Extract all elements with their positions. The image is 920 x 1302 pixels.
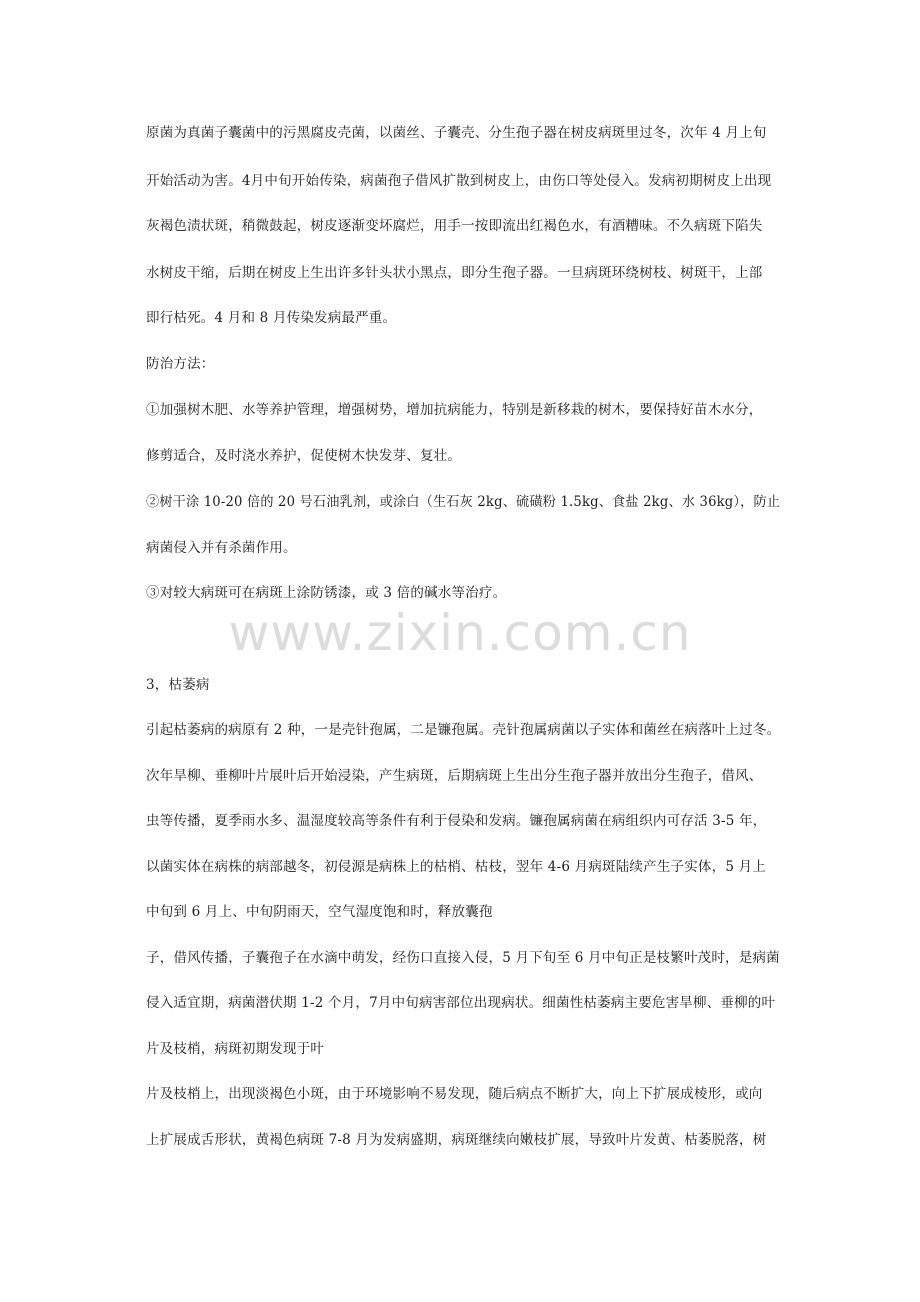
text-line: 片及枝梢上，出现淡褐色小斑，由于环境影响不易发现，随后病点不断扩大，向上下扩展成棱形，或向 [146, 1086, 763, 1102]
text-line: 上扩展成舌形状，黄褐色病斑 7-8 月为发病盛期，病斑继续向嫩枝扩展，导致叶片发黄、枯萎脱落，树 [146, 1132, 767, 1148]
text-line: 修剪适合，及时浇水养护，促使树木快发芽、复壮。 [146, 448, 462, 464]
text-line: 开始活动为害。4月中旬开始传染，病菌孢子借风扩散到树皮上，由伤口等处侵入。发病初期树皮上出现 [146, 173, 772, 189]
section-heading: 防治方法： [146, 356, 215, 372]
text-line: 虫等传播，夏季雨水多、温湿度较高等条件有利于侵染和发病。镰孢属病菌在病组织内可存活 3-5 年， [146, 813, 767, 829]
text-line: 片及枝梢，病斑初期发现于叶 [146, 1041, 325, 1057]
text-line: 引起枯萎病的病原有 2 种，一是壳针孢属，二是镰孢属。壳针孢属病菌以子实体和菌丝在病落叶上过冬。 [146, 722, 781, 738]
text-line: 中旬到 6 月上、中旬阴雨天，空气湿度饱和时，释放囊孢 [146, 904, 493, 920]
text-line: ①加强树木肥、水等养护管理，增强树势，增加抗病能力，特别是新移栽的树木，要保持好苗木水分， [146, 402, 763, 418]
text-line: 以菌实体在病株的病部越冬，初侵源是病株上的枯梢、枯枝，翌年 4-6 月病斑陆续产生子实体，5 月上 [146, 859, 767, 875]
text-line: 灰褐色渍状斑，稍微鼓起，树皮逐渐变坏腐烂，用手一按即流出红褐色水，有酒糟味。不久病斑下陷失 [146, 218, 763, 234]
text-line: 即行枯死。4 月和 8 月传染发病最严重。 [146, 310, 397, 326]
text-line: 子，借风传播，子囊孢子在水滴中萌发，经伤口直接入侵，5 月下旬至 6 月中旬正是枝繁叶茂时，是病菌 [146, 950, 780, 966]
text-line: 次年旱柳、垂柳叶片展叶后开始浸染，产生病斑，后期病斑上生出分生孢子器并放出分生孢子，借风、 [146, 768, 763, 784]
text-line: 原菌为真菌子囊菌中的污黑腐皮壳菌，以菌丝、子囊壳、分生孢子器在树皮病斑里过冬，次年 4 月上旬 [146, 125, 767, 141]
text-line: ③对较大病斑可在病斑上涂防锈漆，或 3 倍的碱水等治疗。 [146, 585, 507, 601]
section-heading: 3，枯萎病 [146, 677, 210, 693]
text-line: 水树皮干缩，后期在树皮上生出许多针头状小黑点，即分生孢子器。一旦病斑环绕树枝、树斑干，上部 [146, 265, 763, 281]
text-line: 病菌侵入并有杀菌作用。 [146, 540, 297, 556]
text-line: 侵入适宜期，病菌潜伏期 1-2 个月，7月中旬病害部位出现病状。细菌性枯萎病主要危害旱柳、垂柳的叶 [146, 995, 776, 1011]
watermark: www.zixin.com.cn [228, 604, 692, 662]
text-line: ②树干涂 10-20 倍的 20 号石油乳剂，或涂白（生石灰 2kg、硫磺粉 1.5kg、食盐 2kg、水 36kg），防止 [146, 494, 781, 510]
